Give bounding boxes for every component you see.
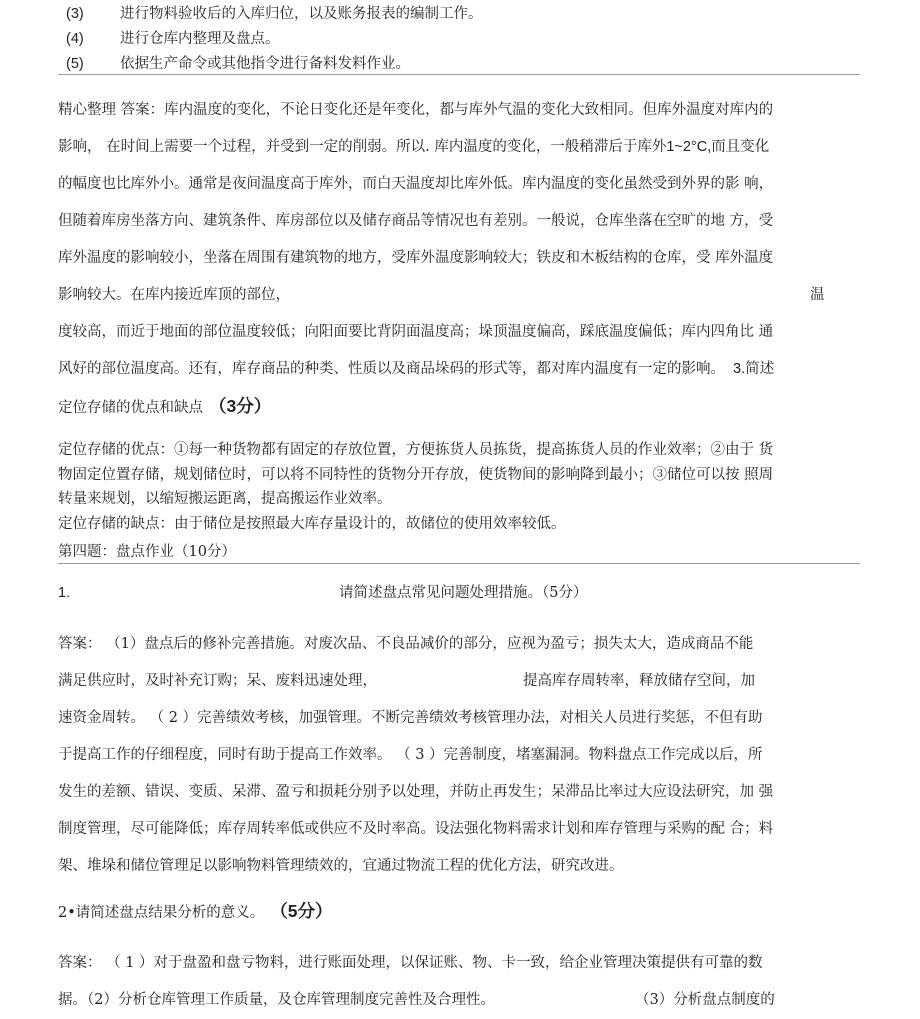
question-score: （3分）: [209, 396, 272, 416]
list-item: [66, 2, 483, 26]
paragraph-line: [58, 388, 852, 427]
paragraph-line: 转量来规划，以缩短搬运距离，提高搬运作业效率。: [58, 491, 392, 507]
paragraph-line: 库外温度的影响较小，坐落在周围有建筑物的地方，受库外温度影响较大；铁皮和木板结构的仓库，受 库外温度: [58, 250, 774, 266]
question-title: 定位存储的优点和缺点: [58, 400, 203, 416]
list-number: (5): [66, 56, 84, 72]
temperature-answer-paragraph: [58, 92, 852, 427]
question-text: 2•请简述盘点结果分析的意义。: [58, 905, 265, 921]
list-text: 进行物料验收后的入库归位，以及账务报表的编制工作。: [120, 6, 483, 22]
line-text: （3）分析盘点制度的: [634, 992, 775, 1008]
section-divider: [58, 74, 860, 75]
list-item: [66, 27, 280, 51]
answer-2-paragraph: [58, 945, 852, 1019]
paragraph-line: [58, 982, 852, 1019]
cons-paragraph: [58, 512, 852, 537]
question-number: 1.: [58, 585, 71, 601]
section-divider: [58, 563, 860, 564]
paragraph-line: 度较高，而近于地面的部位温度较低；向阳面要比背阴面温度高；垛顶温度偏高，踩底温度偏低；库内四角比 通: [58, 324, 774, 340]
paragraph-line: 速资金周转。 （ 2 ）完善绩效考核，加强管理。不断完善绩效考核管理办法，对相关人员进行奖惩，不但有助: [58, 710, 763, 726]
paragraph-line: 定位存储的优点：①每一种货物都有固定的存放位置，方便拣货人员拣货，提高拣货人员的作业效率；②由于 货: [58, 442, 774, 458]
line-text: 影响， 在时间上需要一个过程，并受到一定的削弱。所以. 库内温度的变化，一般稍滞后于库外: [58, 139, 667, 155]
paragraph-line: 的幅度也比库外小。通常是夜间温度高于库外，而白天温度却比库外低。库内温度的变化虽然受到外界的影 响，: [58, 176, 774, 192]
list-text: 进行仓库内整理及盘点。: [120, 31, 280, 47]
list-number: (3): [66, 6, 84, 22]
pros-paragraph: [58, 438, 852, 512]
paragraph-line: 制度管理，尽可能降低；库存周转率低或供应不及时率高。设法强化物料需求计划和库存管理与采购的配 合；料: [58, 821, 774, 837]
paragraph-line: 答案： （1）盘点后的修补完善措施。对废次品、不良品减价的部分，应视为盈亏；损失太大，造成商品不能: [58, 636, 754, 652]
question-score: （5分）: [270, 901, 333, 921]
list-text: 依据生产命令或其他指令进行备料发料作业。: [120, 56, 410, 72]
line-text: 满足供应时，及时补充订购；呆、废料迅速处理，: [58, 673, 377, 689]
paragraph-line: 架、堆垛和储位管理足以影响物料管理绩效的，宜通过物流工程的优化方法，研究改进。: [58, 858, 624, 874]
answer-1-paragraph: [58, 626, 852, 885]
line-text: 风好的部位温度高。还有，库存商品的种类、性质以及商品垛码的形式等，都对库内温度有一定的影响。: [58, 361, 725, 377]
paragraph-line: 答案： （ 1 ）对于盘盈和盘亏物料，进行账面处理，以保证账、物、卡一致，给企业管理决策提供有可靠的数: [58, 955, 763, 971]
section-title: 第四题：盘点作业（10分）: [58, 544, 236, 560]
line-text: 温: [810, 287, 825, 303]
paragraph-line: 物固定位置存储，规划储位时，可以将不同特性的货物分开存放，使货物间的影响降到最小；③储位可以按 照周: [58, 466, 774, 483]
line-text: 提高库存周转率，释放储存空间，加: [523, 673, 755, 689]
paragraph-line: [58, 351, 852, 388]
question-2: [58, 898, 852, 926]
question-text: 请简述盘点常见问题处理措施。（5分）: [339, 585, 588, 601]
question-number: 3.: [733, 361, 746, 377]
line-text: 而且变化: [711, 139, 770, 155]
line-text: 影响较大。在库内接近库顶的部位，: [58, 287, 290, 303]
paragraph-line: [58, 277, 852, 314]
paragraph-line: [58, 663, 852, 700]
paragraph-line: 发生的差额、错误、变质、呆滞、盈亏和损耗分别予以处理，并防止再发生；呆滞品比率过大应设法研究，加 强: [58, 784, 774, 800]
line-text: 据。（2）分析仓库管理工作质量，及仓库管理制度完善性及合理性。: [58, 992, 495, 1008]
list-item: [66, 52, 410, 76]
paragraph-line: [58, 129, 852, 166]
paragraph-line: 定位存储的缺点：由于储位是按照最大库存量设计的，故储位的使用效率较低。: [58, 516, 566, 532]
paragraph-line: 于提高工作的仔细程度，同时有助于提高工作效率。 （ 3 ）完善制度，堵塞漏洞。物料盘点工作完成以后，所: [58, 747, 763, 763]
temperature-range: 1~2°C,: [666, 139, 712, 155]
paragraph-line: 但随着库房坐落方向、建筑条件、库房部位以及储存商品等情况也有差别。一般说，仓库坐落在空旷的地 方，受: [58, 213, 774, 229]
list-number: (4): [66, 31, 84, 47]
paragraph-line: 精心整理 答案：库内温度的变化，不论日变化还是年变化，都与库外气温的变化大致相同。但库外温度对库内的: [58, 102, 774, 118]
question-1: [58, 581, 852, 605]
section-heading: [58, 540, 852, 565]
line-text: 简述: [745, 361, 775, 377]
